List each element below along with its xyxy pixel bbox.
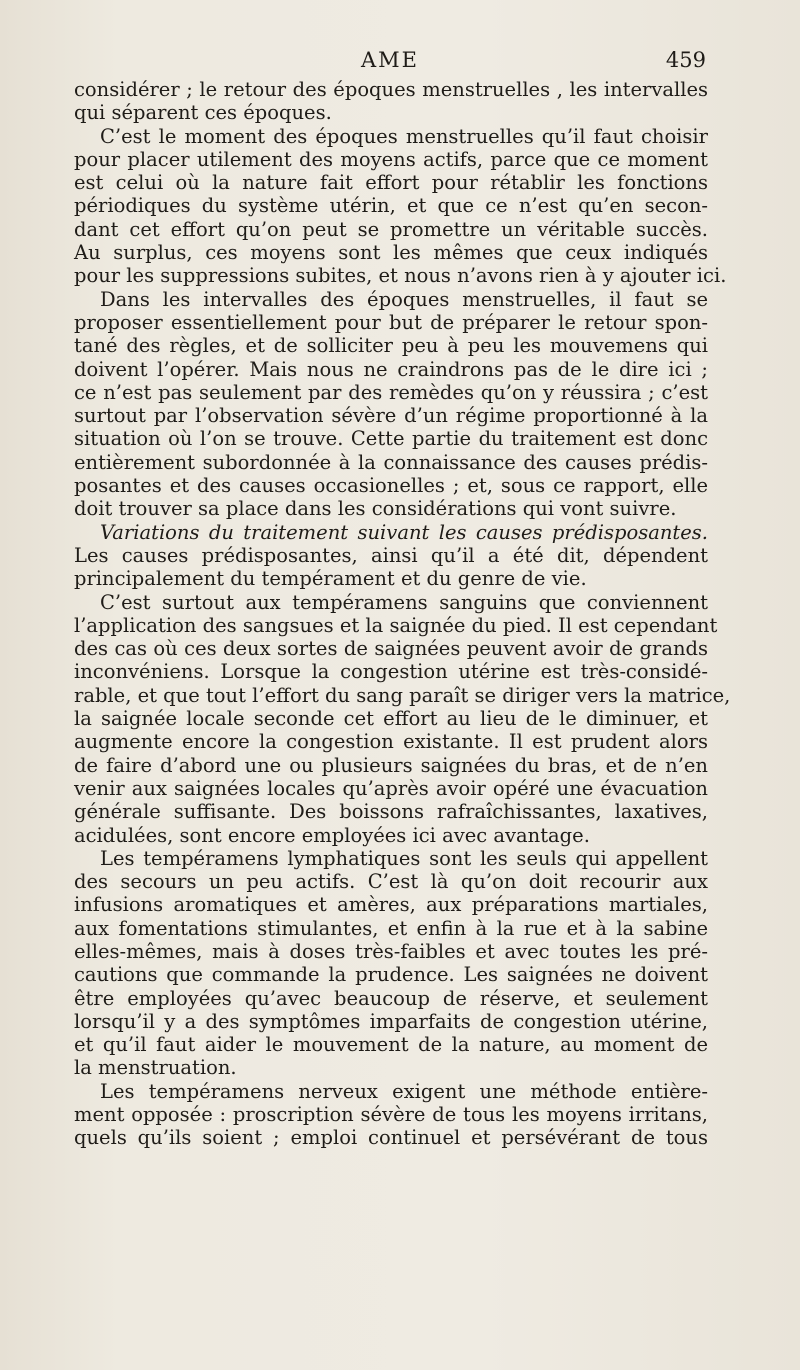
body-text (74, 78, 731, 1150)
section-heading-line: Variations du traitement suivant les causes prédisposantes. (100, 520, 708, 544)
text-line: être employées qu’avec beaucoup de réserve, et seulement (74, 986, 708, 1010)
running-head: AME (361, 48, 419, 72)
text-line: infusions aromatiques et amères, aux préparations martiales, (74, 893, 708, 917)
text-line: doivent l’opérer. Mais nous ne craindrons pas de le dire ici ; (74, 357, 708, 381)
text-line: Les causes prédisposantes, ainsi qu’il a été dit, dépendent (74, 543, 708, 567)
text-line: augmente encore la congestion existante. Il est prudent alors (74, 730, 708, 754)
text-line: la menstruation. (74, 1056, 237, 1080)
text-line: C’est le moment des époques menstruelles qu’il faut choisir (100, 124, 708, 148)
text-line: surtout par l’observation sévère d’un régime proportionné à la (74, 404, 708, 428)
text-line: ce n’est pas seulement par des remèdes qu’on y réussira ; c’est (74, 380, 708, 404)
text-line: dant cet effort qu’on peut se promettre un véritable succès. (74, 217, 708, 241)
text-line: inconvéniens. Lorsque la congestion utérine est très-considé- (74, 660, 708, 684)
page-header (74, 48, 706, 82)
text-line: situation où l’on se trouve. Cette partie du traitement est donc (74, 427, 708, 451)
text-line: Au surplus, ces moyens sont les mêmes que ceux indiqués (74, 241, 708, 265)
text-line: tané des règles, et de solliciter peu à peu les mouvemens qui (74, 334, 708, 358)
text-line: rable, et que tout l’effort du sang paraît se diriger vers la matrice, (74, 683, 731, 707)
text-line: pour les suppressions subites, et nous n’avons rien à y ajouter ici. (74, 264, 727, 288)
text-line: venir aux saignées locales qu’après avoir opéré une évacuation (74, 776, 708, 800)
text-line: acidulées, sont encore employées ici avec avantage. (74, 823, 590, 847)
text-line: des secours un peu actifs. C’est là qu’on doit recourir aux (74, 870, 708, 894)
text-line: générale suffisante. Des boissons rafraîchissantes, laxatives, (74, 800, 708, 824)
text-line: doit trouver sa place dans les considérations qui vont suivre. (74, 497, 677, 521)
page-number: 459 (665, 48, 706, 72)
text-line: quels qu’ils soient ; emploi continuel et persévérant de tous (74, 1126, 708, 1150)
text-line: périodiques du système utérin, et que ce n’est qu’en secon- (74, 194, 708, 218)
text-line: des cas où ces deux sortes de saignées peuvent avoir de grands (74, 637, 708, 661)
text-line: Les tempéramens nerveux exigent une méthode entière- (100, 1079, 708, 1103)
text-line: de faire d’abord une ou plusieurs saignées du bras, et de n’en (74, 753, 708, 777)
text-line: ment opposée : proscription sévère de tous les moyens irritans, (74, 1103, 708, 1127)
text-line: considérer ; le retour des époques menstruelles , les intervalles (74, 78, 708, 101)
text-line: proposer essentiellement pour but de préparer le retour spon- (74, 310, 708, 334)
text-line: lorsqu’il y a des symptômes imparfaits de congestion utérine, (74, 1009, 708, 1033)
text-line: Dans les intervalles des époques menstruelles, il faut se (100, 287, 708, 311)
text-line: qui séparent ces époques. (74, 101, 332, 125)
text-line: C’est surtout aux tempéramens sanguins que conviennent (100, 590, 708, 614)
text-line: aux fomentations stimulantes, et enfin à la rue et à la sabine (74, 916, 708, 940)
text-line: cautions que commande la prudence. Les saignées ne doivent (74, 963, 708, 987)
text-line: principalement du tempérament et du genre de vie. (74, 567, 587, 591)
text-line: l’application des sangsues et la saignée du pied. Il est cependant (74, 613, 718, 637)
text-line: est celui où la nature fait effort pour rétablir les fonctions (74, 171, 708, 195)
text-line: et qu’il faut aider le mouvement de la nature, au moment de (74, 1033, 708, 1057)
text-line: elles-mêmes, mais à doses très-faibles et avec toutes les pré- (74, 939, 708, 963)
text-line: entièrement subordonnée à la connaissance des causes prédis- (74, 450, 708, 474)
text-line: la saignée locale seconde cet effort au lieu de le diminuer, et (74, 707, 708, 731)
text-line: posantes et des causes occasionelles ; et, sous ce rapport, elle (74, 474, 708, 498)
text-line: Les tempéramens lymphatiques sont les seuls qui appellent (100, 846, 708, 870)
text-line: pour placer utilement des moyens actifs, parce que ce moment (74, 147, 708, 171)
